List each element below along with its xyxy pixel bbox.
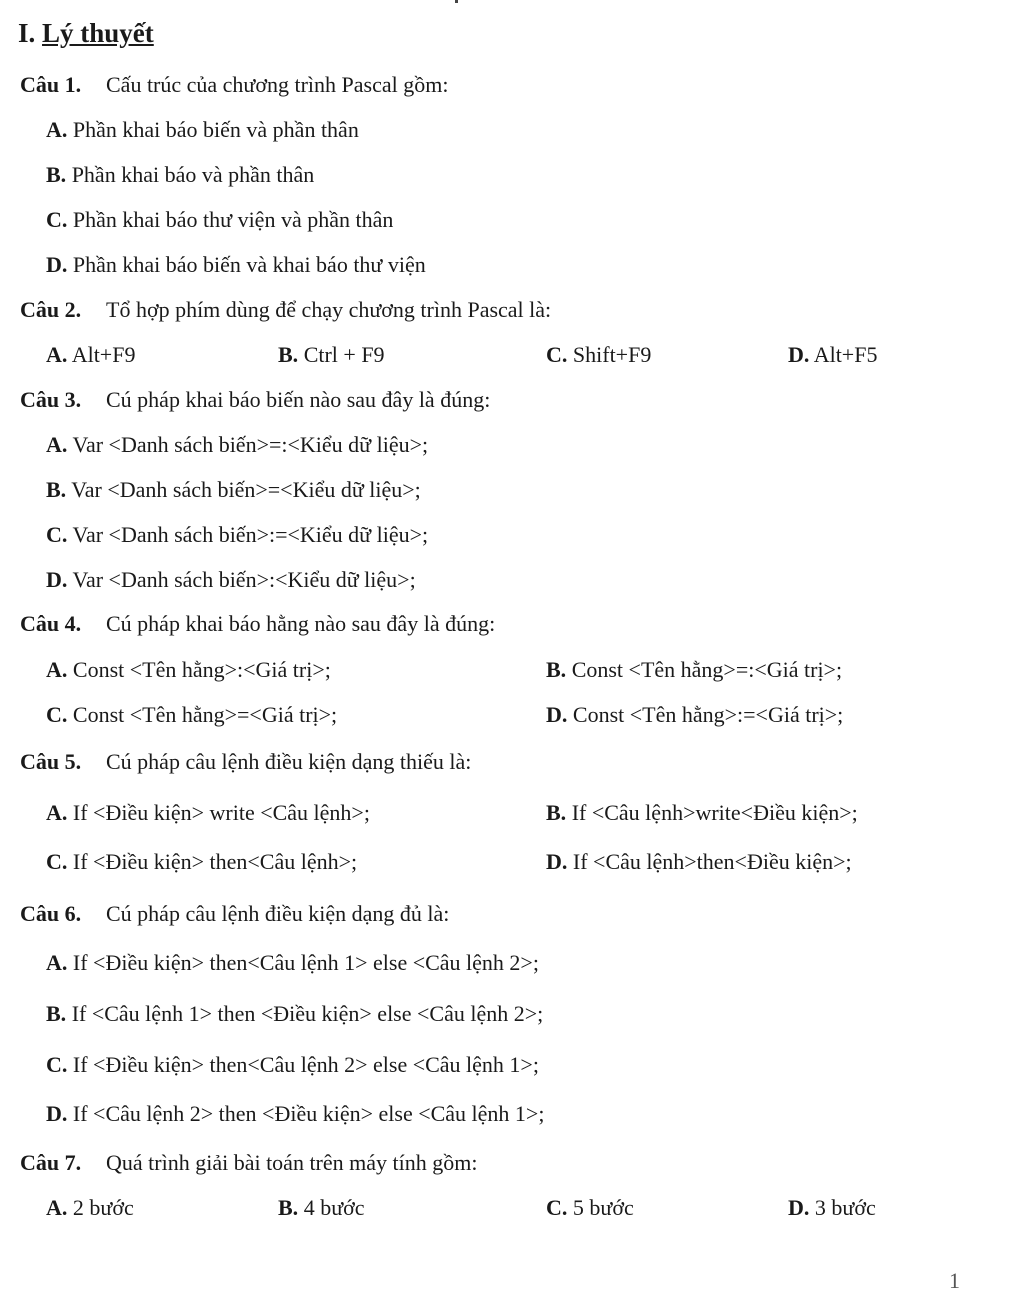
question-3 <box>20 387 490 413</box>
option-letter: C. <box>46 207 68 232</box>
option-letter: B. <box>46 1001 67 1026</box>
page-number: 1 <box>949 1268 960 1293</box>
page-top-mark <box>455 0 458 3</box>
question-number: Câu 7. <box>20 1150 82 1175</box>
option-letter: B. <box>46 477 67 502</box>
option-letter: C. <box>46 522 68 547</box>
question-number: Câu 6. <box>20 901 82 926</box>
option-4c <box>46 702 337 728</box>
section-title-text: Lý thuyết <box>42 18 154 48</box>
question-number: Câu 1. <box>20 72 82 97</box>
option-2a <box>46 342 135 368</box>
question-number: Câu 2. <box>20 297 82 322</box>
option-letter: C. <box>46 1052 68 1077</box>
option-letter: A. <box>46 657 68 682</box>
option-text: Alt+F9 <box>71 342 136 367</box>
option-text: 5 bước <box>572 1195 634 1220</box>
option-text: Const <Tên hằng>=:<Giá trị>; <box>571 657 843 682</box>
option-letter: A. <box>46 800 68 825</box>
option-letter: B. <box>278 342 299 367</box>
option-7d <box>788 1195 876 1221</box>
option-letter: C. <box>46 849 68 874</box>
option-6d <box>46 1101 544 1127</box>
option-letter: D. <box>46 252 68 277</box>
option-letter: D. <box>546 849 568 874</box>
option-text: Phần khai báo biến và phần thân <box>72 117 359 142</box>
question-1 <box>20 72 448 98</box>
option-letter: A. <box>46 1195 68 1220</box>
option-text: Var <Danh sách biến>:<Kiểu dữ liệu>; <box>72 567 416 592</box>
option-4d <box>546 702 843 728</box>
option-letter: B. <box>546 657 567 682</box>
option-6b <box>46 1001 543 1027</box>
option-text: 4 bước <box>303 1195 365 1220</box>
option-letter: C. <box>46 702 68 727</box>
option-letter: A. <box>46 342 68 367</box>
option-letter: B. <box>278 1195 299 1220</box>
question-number: Câu 3. <box>20 387 82 412</box>
option-6c <box>46 1052 539 1078</box>
option-3c <box>46 522 428 548</box>
option-3b <box>46 477 421 503</box>
option-3a <box>46 432 428 458</box>
option-text: Var <Danh sách biến>:=<Kiểu dữ liệu>; <box>72 522 429 547</box>
option-letter: D. <box>788 342 810 367</box>
option-text: If <Câu lệnh>then<Điều kiện>; <box>572 849 852 874</box>
option-1a <box>46 117 359 143</box>
option-text: If <Câu lệnh>write<Điều kiện>; <box>571 800 858 825</box>
section-heading <box>18 18 154 49</box>
option-text: Var <Danh sách biến>=<Kiểu dữ liệu>; <box>71 477 421 502</box>
option-text: 2 bước <box>72 1195 134 1220</box>
option-text: Const <Tên hằng>=<Giá trị>; <box>72 702 338 727</box>
option-text: Var <Danh sách biến>=:<Kiểu dữ liệu>; <box>72 432 429 457</box>
option-letter: D. <box>546 702 568 727</box>
option-text: If <Câu lệnh 1> then <Điều kiện> else <Câu lệnh 2>; <box>71 1001 544 1026</box>
option-text: Ctrl + F9 <box>303 342 385 367</box>
option-text: If <Điều kiện> then<Câu lệnh 1> else <Câu lệnh 2>; <box>72 950 539 975</box>
option-letter: C. <box>546 1195 568 1220</box>
option-5b <box>546 800 858 826</box>
section-label: I. <box>18 18 36 48</box>
option-1c <box>46 207 393 233</box>
option-letter: D. <box>788 1195 810 1220</box>
option-7a <box>46 1195 134 1221</box>
question-text: Cú pháp khai báo biến nào sau đây là đúng: <box>106 387 491 412</box>
question-7 <box>20 1150 477 1176</box>
option-6a <box>46 950 539 976</box>
question-6 <box>20 901 449 927</box>
option-text: Const <Tên hằng>:<Giá trị>; <box>72 657 331 682</box>
question-number: Câu 4. <box>20 611 82 636</box>
option-text: If <Điều kiện> write <Câu lệnh>; <box>72 800 370 825</box>
option-5c <box>46 849 357 875</box>
option-text: Alt+F5 <box>813 342 878 367</box>
option-letter: B. <box>46 162 67 187</box>
option-2d <box>788 342 877 368</box>
question-text: Cấu trúc của chương trình Pascal gồm: <box>106 72 449 97</box>
question-text: Cú pháp câu lệnh điều kiện dạng đủ là: <box>106 901 450 926</box>
option-2c <box>546 342 651 368</box>
option-5d <box>546 849 852 875</box>
option-letter: D. <box>46 567 68 592</box>
question-text: Cú pháp khai báo hằng nào sau đây là đúng: <box>106 611 496 636</box>
question-5 <box>20 749 471 775</box>
option-text: If <Điều kiện> then<Câu lệnh 2> else <Câu lệnh 1>; <box>72 1052 539 1077</box>
option-1b <box>46 162 314 188</box>
question-text: Quá trình giải bài toán trên máy tính gồm: <box>106 1150 478 1175</box>
option-letter: A. <box>46 432 68 457</box>
option-text: 3 bước <box>814 1195 876 1220</box>
option-letter: D. <box>46 1101 68 1126</box>
option-7c <box>546 1195 634 1221</box>
option-text: Shift+F9 <box>572 342 652 367</box>
option-text: If <Điều kiện> then<Câu lệnh>; <box>72 849 358 874</box>
option-text: Phần khai báo thư viện và phần thân <box>72 207 394 232</box>
question-2 <box>20 297 551 323</box>
question-4 <box>20 611 495 637</box>
option-3d <box>46 567 416 593</box>
option-letter: A. <box>46 117 68 142</box>
option-2b <box>278 342 385 368</box>
option-text: Const <Tên hằng>:=<Giá trị>; <box>572 702 844 727</box>
question-text: Tổ hợp phím dùng để chạy chương trình Pascal là: <box>106 297 552 322</box>
option-letter: A. <box>46 950 68 975</box>
option-text: Phần khai báo và phần thân <box>71 162 315 187</box>
option-7b <box>278 1195 365 1221</box>
option-1d <box>46 252 426 278</box>
option-4b <box>546 657 842 683</box>
question-text: Cú pháp câu lệnh điều kiện dạng thiếu là: <box>106 749 472 774</box>
option-5a <box>46 800 370 826</box>
option-letter: C. <box>546 342 568 367</box>
option-letter: B. <box>546 800 567 825</box>
question-number: Câu 5. <box>20 749 82 774</box>
option-text: Phần khai báo biến và khai báo thư viện <box>72 252 426 277</box>
option-text: If <Câu lệnh 2> then <Điều kiện> else <Câu lệnh 1>; <box>72 1101 545 1126</box>
option-4a <box>46 657 331 683</box>
